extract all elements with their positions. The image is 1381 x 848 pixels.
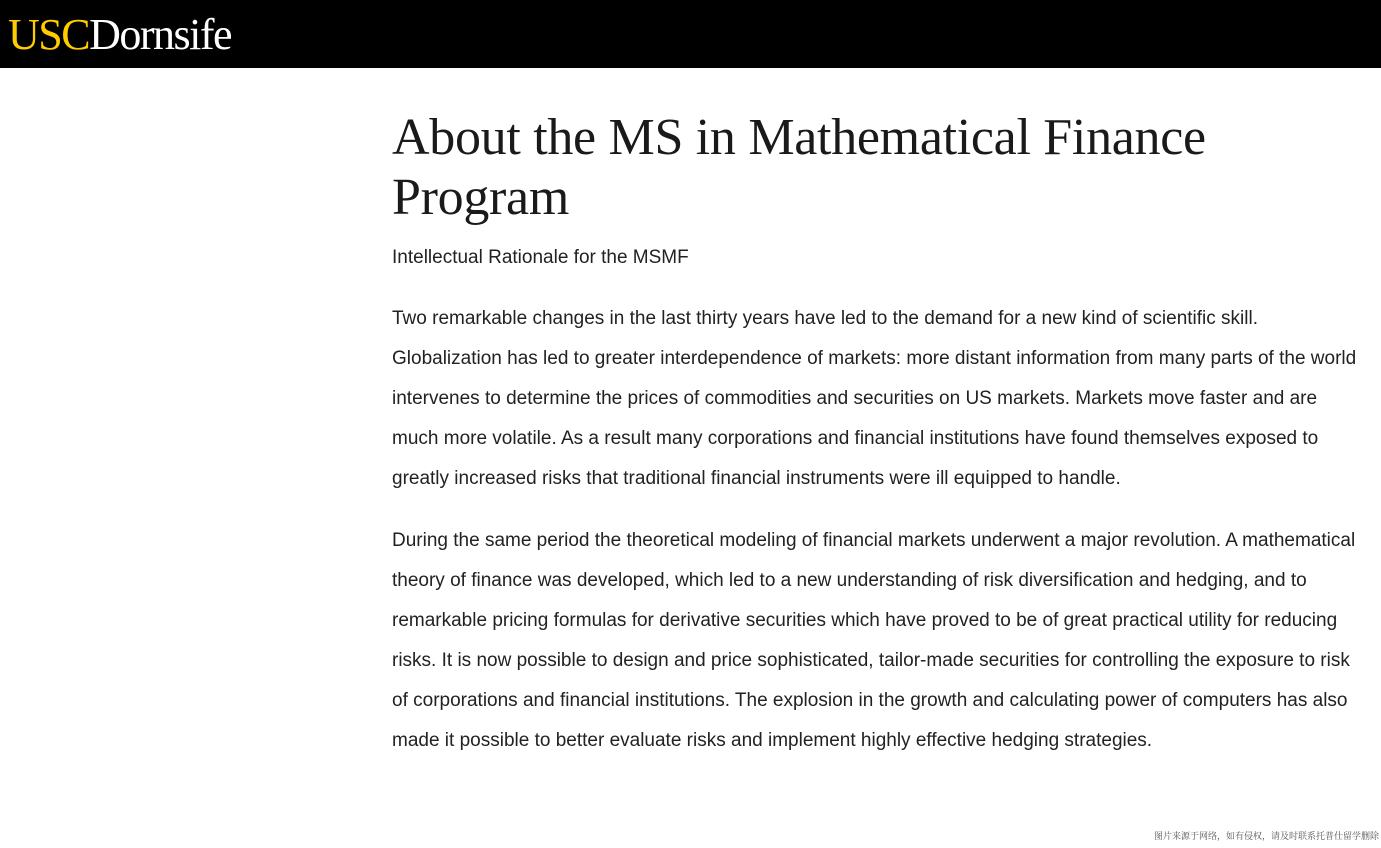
main-content [392,108,1364,761]
image-source-watermark: 图片来源于网络，如有侵权，请及时联系托普仕留学删除 [1153,832,1379,842]
logo-usc-text: USC [8,10,90,59]
body-paragraph-2: During the same period the theoretical modeling of financial markets underwent a major revolution. A mathematical theory of finance was developed, which led to a new understanding of risk diversification and hedging, and to remarkable pricing formulas for derivative securities which have proved to be of great practical utility for reducing risks. It is now possible to design and price sophisticated, tailor-made securities for controlling the exposure to risk of corporations and financial institutions. The explosion in the growth and calculating power of computers has also made it possible to better evaluate risks and implement highly effective hedging strategies. [392,530,1356,751]
usc-dornsife-logo[interactable] [8,7,231,63]
site-header [0,0,1381,68]
body-paragraph-1: Two remarkable changes in the last thirty years have led to the demand for a new kind of scientific skill. Globalization has led to greater interdependence of markets: more distant information from many parts of the world intervenes to determine the prices of commodities and securities on US markets. Markets move faster and are much more volatile. As a result many corporations and financial institutions have found themselves exposed to greatly increased risks that traditional financial instruments were ill equipped to handle. [392,308,1357,489]
section-subtitle: Intellectual Rationale for the MSMF [392,247,689,268]
logo-dornsife-text: Dornsife [89,10,232,59]
page-title: About the MS in Mathematical Finance Program [392,109,1206,226]
